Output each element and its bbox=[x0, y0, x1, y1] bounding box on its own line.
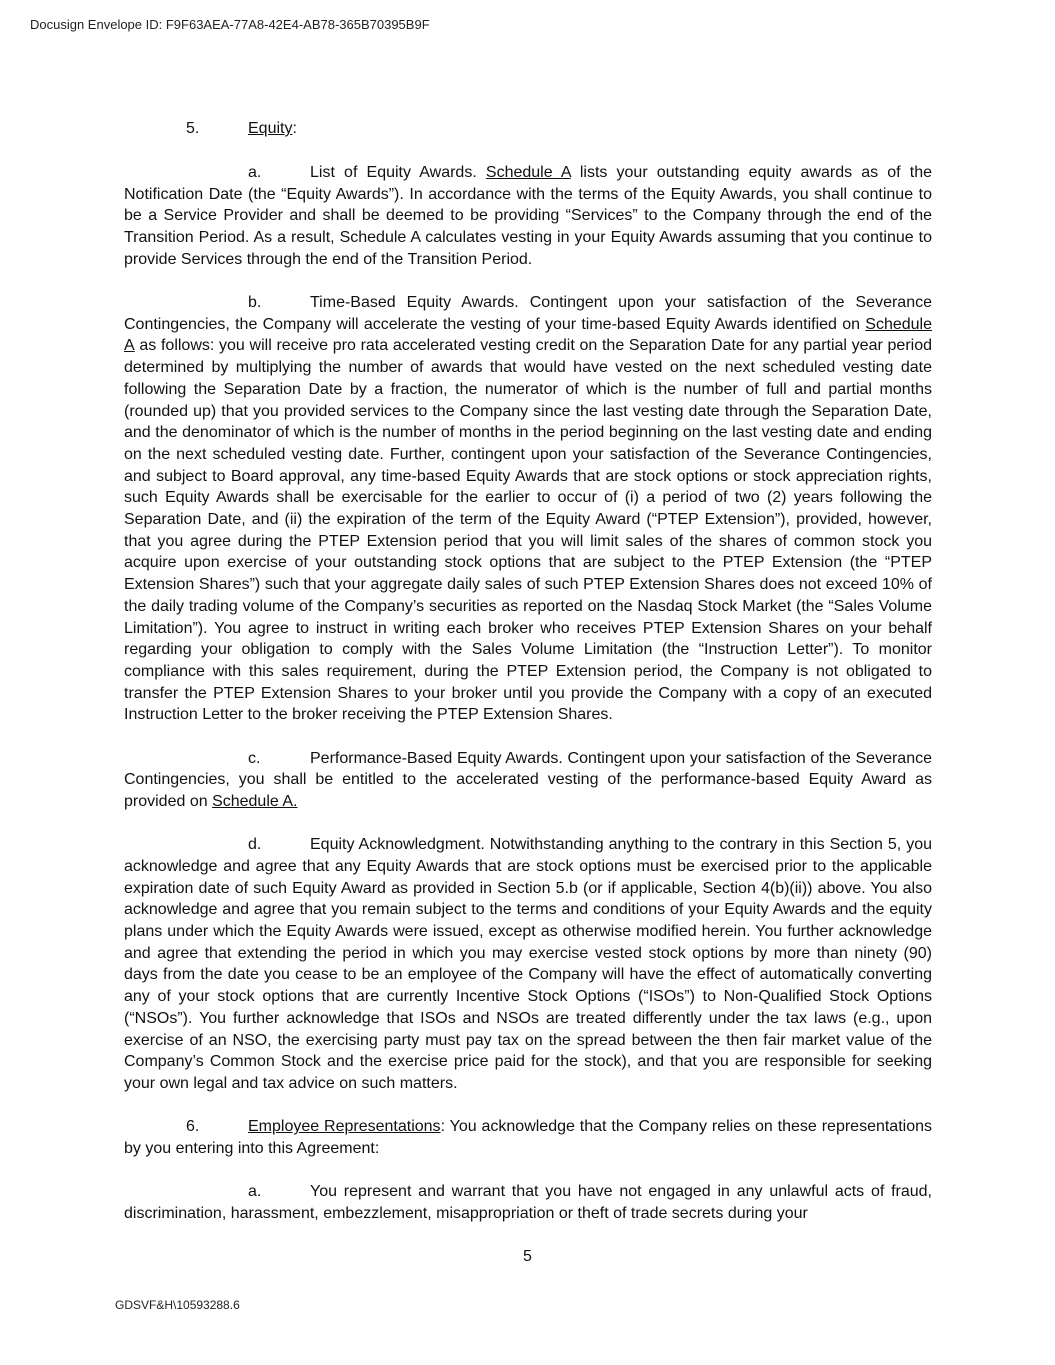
paragraph-6a bbox=[124, 1181, 932, 1224]
paragraph-5a-label: a. bbox=[248, 164, 262, 181]
section-5-colon: : bbox=[292, 120, 297, 137]
paragraph-5d-text: Equity Acknowledgment. Notwithstanding anything to the contrary in this Section 5, you acknowledge and agree that any Equity Awards that are stock options must be exercised prior to the applicable expiration date of such Equity Award as provided in Section 5.b (or if applicable, Section 4(b)(ii)) above. You also acknowledge and agree that you remain subject to the terms and conditions of your Equity Awards and the equity plans under which the Equity Awards were issued, except as otherwise modified herein. You further acknowledge and agree that extending the period in which you may exercise vested stock options by more than ninety (90) days from the date you cease to be an employee of the Company will have the effect of automatically converting any of your stock options that are currently Incentive Stock Options (“ISOs”) to Non-Qualified Stock Options (“NSOs”). You further acknowledge that ISOs and NSOs are treated differently under the tax laws (e.g., upon exercise of an NSO, the exercising party must pay tax on the spread between the then fair market value of the Company’s Common Stock and the exercise price paid for the stock), and that you are responsible for seeking your own legal and tax advice on such matters. bbox=[124, 836, 932, 1092]
section-6-number: 6. bbox=[186, 1118, 200, 1136]
paragraph-5a bbox=[124, 162, 932, 271]
paragraph-5c-text: Performance-Based Equity Awards. Contingent upon your satisfaction of the Severance Contingencies, you shall be entitled to the accelerated vesting of the performance-based Equity Award as provided on bbox=[124, 749, 932, 810]
paragraph-5a-text: lists your outstanding equity awards as of the Notification Date (the “Equity Awards”). In accordance with the terms of the Equity Awards, you shall continue to be a Service Provider and shall be deemed to be providing “Services” to the Company through the end of the Transition Period. As a result, Schedule A calculates vesting in your Equity Awards assuming that you continue to provide Services through the end of the Transition Period. bbox=[124, 164, 932, 268]
paragraph-5b bbox=[124, 292, 932, 726]
paragraph-6a-label: a. bbox=[248, 1183, 262, 1201]
docusign-envelope-id: Docusign Envelope ID: F9F63AEA-77A8-42E4-AB78-365B70395B9F bbox=[30, 17, 430, 32]
schedule-a-reference: Schedule A bbox=[124, 315, 932, 355]
page-number: 5 bbox=[523, 1248, 532, 1265]
document-reference-code: GDSVF&H\10593288.6 bbox=[115, 1298, 240, 1312]
paragraph-5d-label: d. bbox=[248, 836, 262, 854]
section-5-number: 5. bbox=[186, 120, 200, 137]
paragraph-5d bbox=[124, 834, 932, 1094]
section-6-intro-text: : You acknowledge that the Company relies on these representations by you entering into this Agreement: bbox=[124, 1118, 932, 1157]
section-5-title: Equity bbox=[248, 120, 293, 137]
section-6-title: Employee Representations bbox=[248, 1118, 441, 1136]
paragraph-5b-lead: Time-Based Equity Awards. Contingent upon your satisfaction of the Severance Contingencies, the Company will accelerate the vesting of your time-based Equity Awards identified on bbox=[124, 294, 932, 333]
paragraph-5a-lead: List of Equity Awards. bbox=[310, 164, 486, 181]
document-body bbox=[124, 118, 932, 1246]
paragraph-6a-text: You represent and warrant that you have not engaged in any unlawful acts of fraud, discrimination, harassment, embezzlement, misappropriation or theft of trade secrets during your bbox=[124, 1183, 932, 1222]
schedule-a-reference: Schedule A bbox=[485, 164, 571, 181]
section-6-intro bbox=[124, 1116, 932, 1159]
paragraph-5c bbox=[124, 748, 932, 813]
section-5-heading bbox=[124, 118, 932, 140]
paragraph-5c-label: c. bbox=[248, 749, 261, 767]
paragraph-5b-label: b. bbox=[248, 294, 262, 312]
paragraph-5b-text: as follows: you will receive pro rata accelerated vesting credit on the Separation Date for any partial year period determined by multiplying the number of awards that would have vested on the next scheduled vesting date following the Separation Date by a fraction, the numerator of which is the number of full and partial months (rounded up) that you provided services to the Company since the last vesting date through the Separation Date, and the denominator of which is the number of months in the period beginning on the last vesting date and ending on the next scheduled vesting date. Further, contingent upon your satisfaction of the Severance Contingencies, and subject to Board approval, any time-based Equity Awards that are stock options or stock appreciation rights, such Equity Awards shall be exercisable for the earlier to occur of (i) a period of two (2) years following the Separation Date, and (ii) the expiration of the term of the Equity Award (“PTEP Extension”), provided, however, that you agree during the PTEP Extension period that you will limit sales of the shares of common stock you acquire upon exercise of your outstanding stock options that are subject to the PTEP Extension (the “PTEP Extension Shares”) such that your aggregate daily sales of such PTEP Extension Shares does not exceed 10% of the daily trading volume of the Company’s securities as reported on the Nasdaq Stock Market (the “Sales Volume Limitation”). You agree to instruct in writing each broker who receives PTEP Extension Shares on your behalf regarding your obligation to comply with the Sales Volume Limitation (the “Instruction Letter”). To monitor compliance with this sales requirement, during the PTEP Extension period, the Company is not obligated to transfer the PTEP Extension Shares to your broker until you provide the Company with a copy of an executed Instruction Letter to the broker receiving the PTEP Extension Shares. bbox=[124, 337, 932, 724]
schedule-a-reference: Schedule A. bbox=[212, 792, 298, 810]
